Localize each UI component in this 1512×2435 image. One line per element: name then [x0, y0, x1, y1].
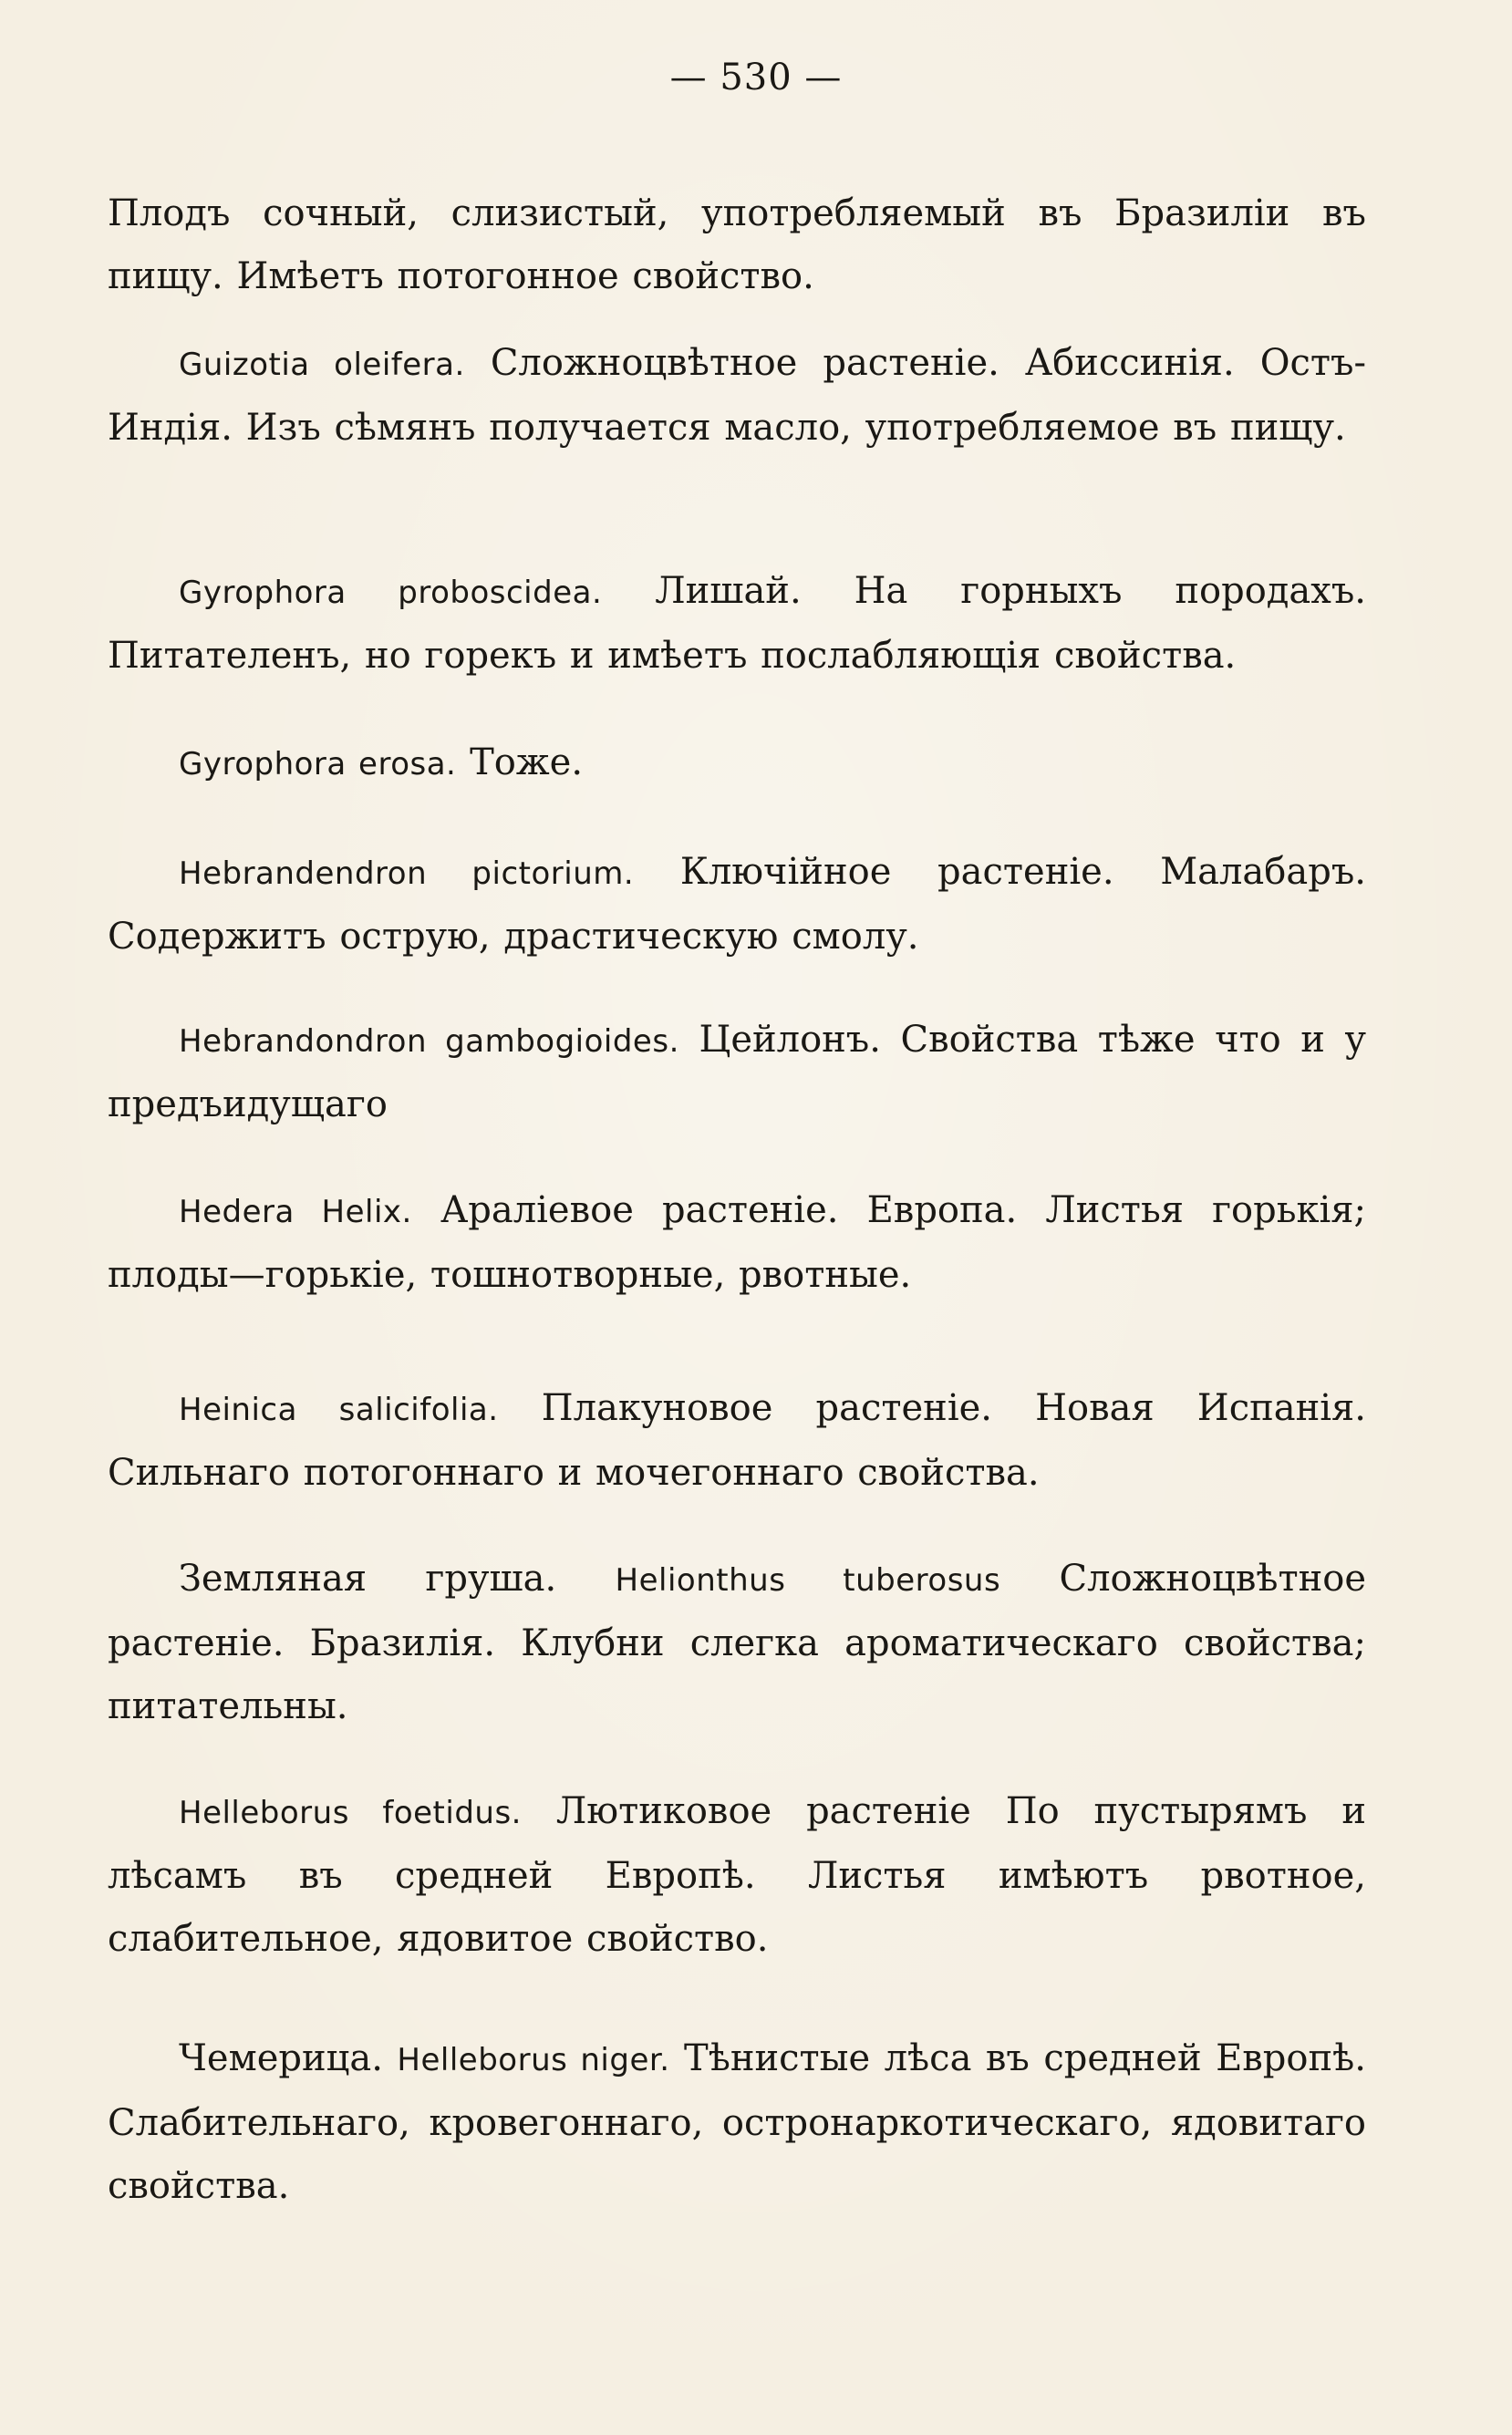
entry-latin-name: Helleborus niger. — [397, 2042, 670, 2078]
entry-helionthus-tuberosus — [108, 1548, 1366, 1738]
entry-common-name: Чемерица. — [179, 2037, 383, 2079]
entry-helleborus-foetidus — [108, 1780, 1366, 1971]
entry-latin-name: Gyrophora proboscidea. — [179, 575, 603, 611]
entry-guizotia-oleifera — [108, 332, 1366, 460]
entry-text: Тѣнистые лѣса въ средней Европѣ. Слабительнаго, кровегоннаго, остронаркотическаго, ядовитаго свойства. — [108, 2037, 1366, 2207]
entry-latin-name: Hebrandondron gambogioides. — [179, 1023, 679, 1060]
entry-text: Араліевое растеніе. Европа. Листья горькія; плоды—горькіе, тошнотворные, рвотные. — [108, 1189, 1367, 1296]
entry-latin-name: Hebrandendron pictorium. — [179, 855, 635, 892]
entry-gyrophora-erosa — [108, 731, 1366, 796]
entry-text: Плакуновое растеніе. Новая Испанія. Сильнаго потогоннаго и мочегоннаго свойства. — [108, 1387, 1366, 1494]
entry-latin-name: Gyrophora erosa. — [179, 746, 457, 782]
page-number: — 530 — — [669, 57, 843, 98]
entry-text: Сложноцвѣтное растеніе. Абиссинія. Остъ-Индія. Изъ сѣмянъ получается масло, употребляемое въ пищу. — [108, 342, 1367, 449]
entry-text: Лютиковое растеніе По пустырямъ и лѣсамъ въ средней Европѣ. Листья имѣютъ рвотное, слабительное, ядовитое свойство. — [108, 1790, 1366, 1960]
entry-heinica-salicifolia — [108, 1377, 1366, 1505]
entry-latin-name: Hedera Helix. — [179, 1194, 412, 1230]
entry-hedera-helix — [108, 1179, 1366, 1307]
entry-latin-name: Helionthus tuberosus — [615, 1562, 1001, 1599]
entry-common-name: Земляная груша. — [179, 1558, 557, 1600]
entry-latin-name: Guizotia oleifera. — [179, 347, 465, 383]
entry-text: Тоже. — [470, 741, 584, 783]
entry-hebrandondron-gambogioides — [108, 1009, 1366, 1136]
entry-helleborus-niger — [108, 2027, 1366, 2218]
entry-latin-name: Helleborus foetidus. — [179, 1795, 522, 1831]
continuation-paragraph: Плодъ сочный, слизистый, употребляемый въ Бразиліи въ пищу. Имѣетъ потогонное свойство. — [108, 192, 1366, 297]
entry-hebrandendron-pictorium — [108, 841, 1366, 969]
entry-text: Сложноцвѣтное растеніе. Бразилія. Клубни слегка ароматическаго свойства; питательны. — [108, 1558, 1367, 1727]
entry-text: Цейлонъ. Свойства тѣже что и у предъидущаго — [108, 1019, 1366, 1125]
entry-text: Лишай. На горныхъ породахъ. Питателенъ, но горекъ и имѣетъ послабляющія свойства. — [108, 570, 1366, 677]
entry-text: Ключійное растеніе. Малабаръ. Содержитъ острую, драстическую смолу. — [108, 851, 1366, 958]
entry-gyrophora-proboscidea — [108, 560, 1366, 688]
entry-latin-name: Heinica salicifolia. — [179, 1392, 499, 1428]
